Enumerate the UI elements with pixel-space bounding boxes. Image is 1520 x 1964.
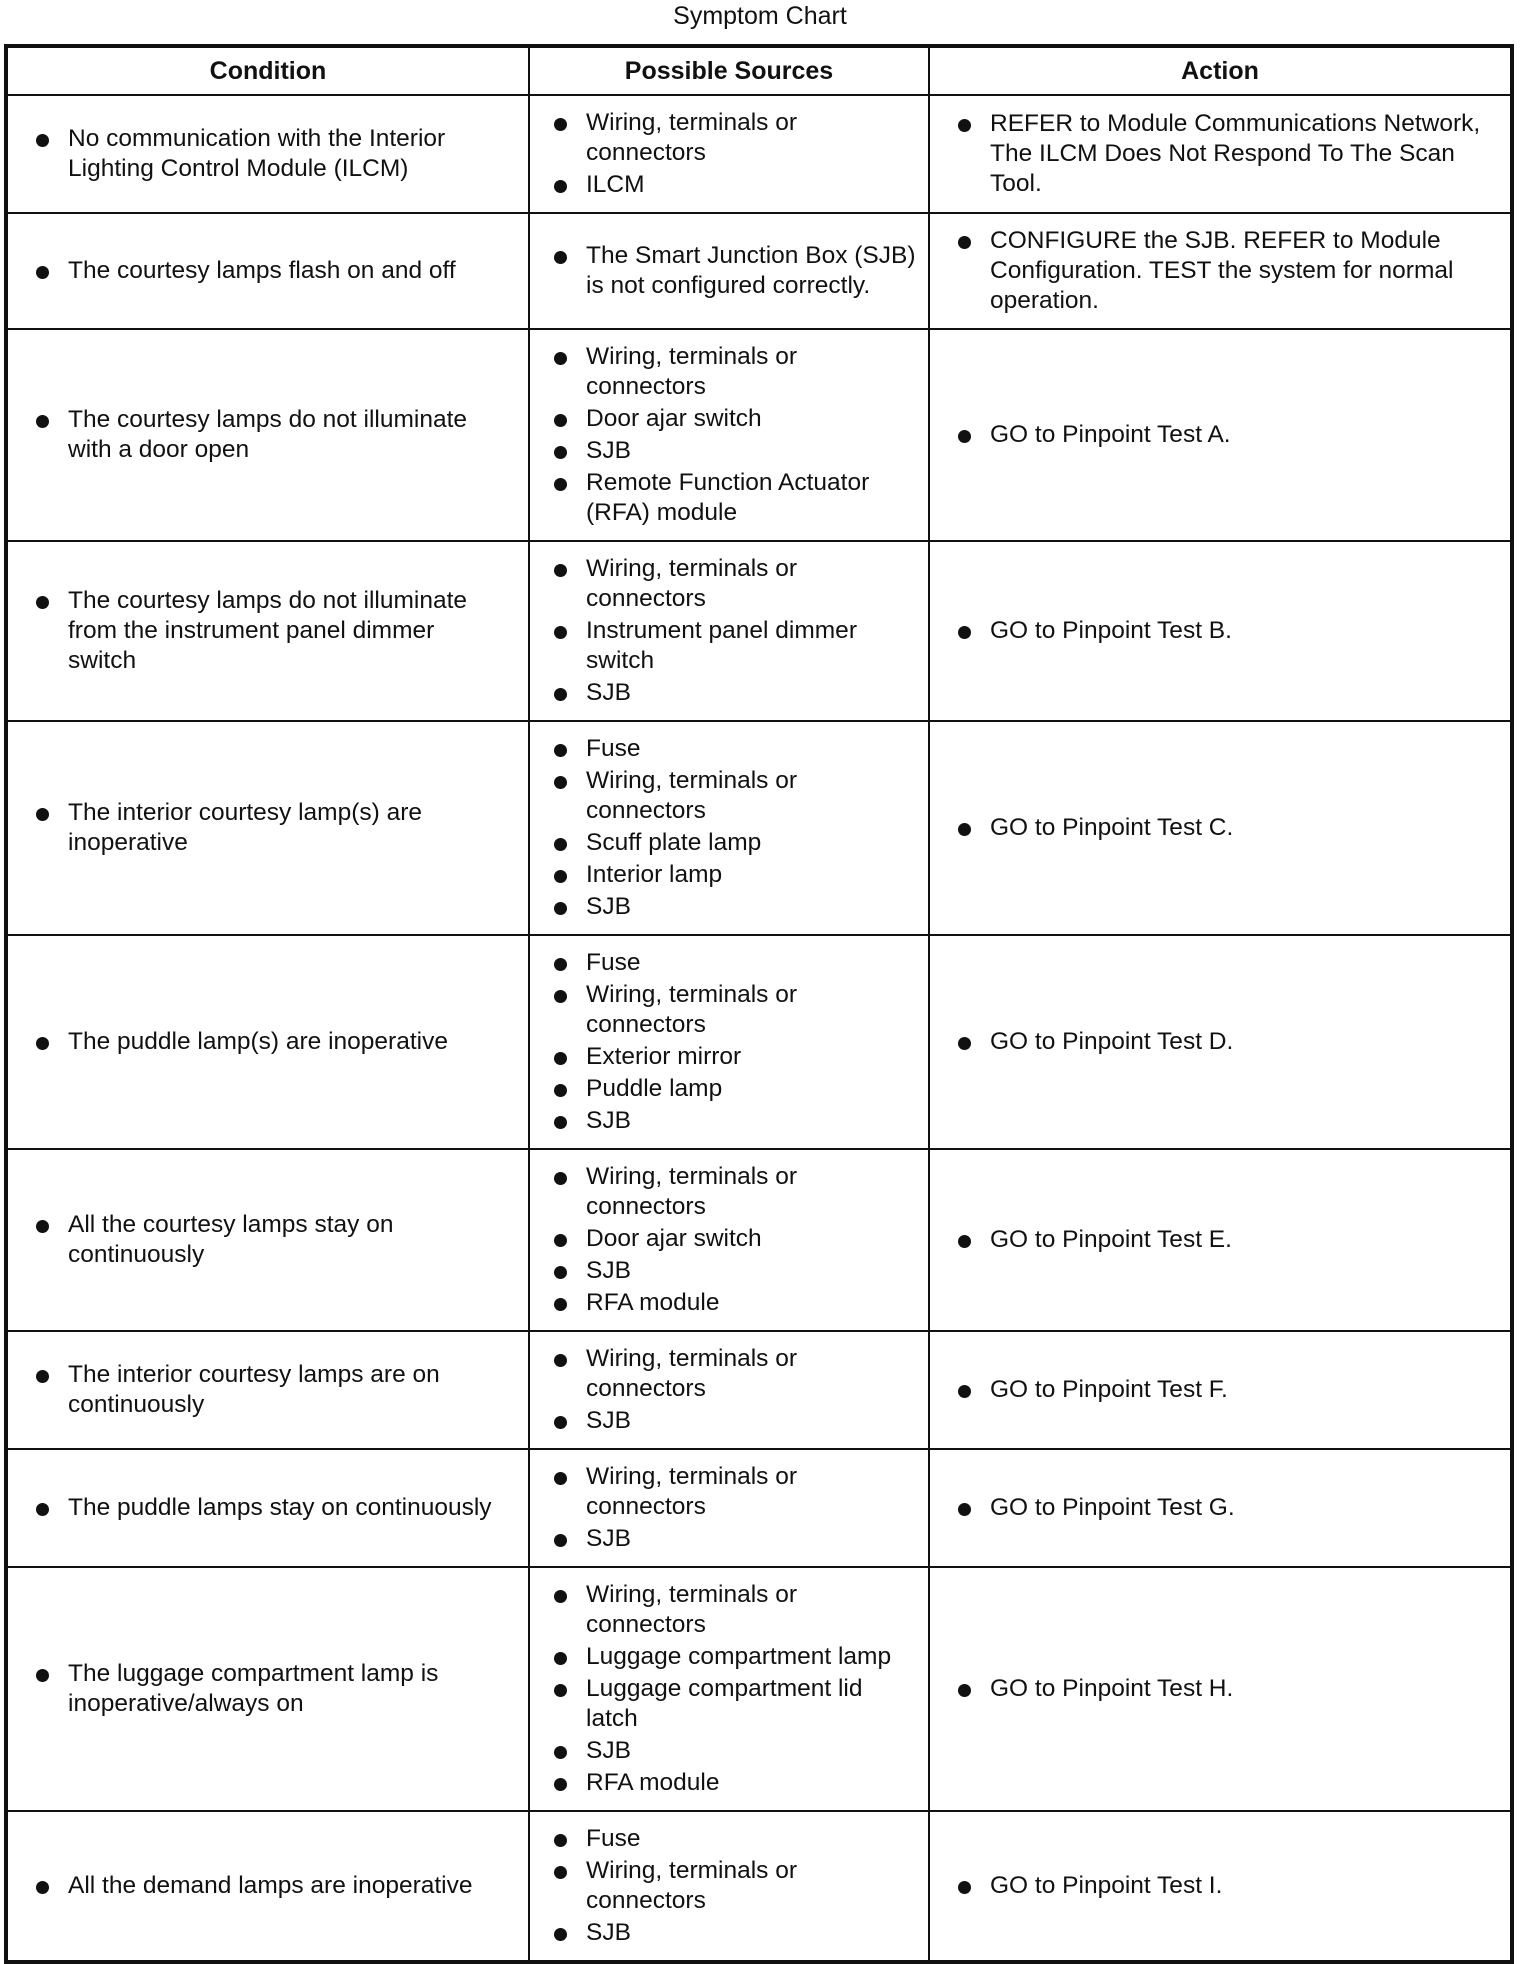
condition-text: All the courtesy lamps stay on continuously <box>36 1210 508 1270</box>
possible-source-item: Scuff plate lamp <box>554 828 920 858</box>
symptom-chart-table <box>4 44 1514 1964</box>
possible-source-item: ILCM <box>554 170 920 200</box>
action-cell <box>929 329 1512 541</box>
table-row <box>6 1449 1512 1567</box>
action-list <box>930 801 1510 855</box>
possible-source-item: Wiring, terminals or connectors <box>554 1580 920 1640</box>
possible-source-item: SJB <box>554 1256 920 1286</box>
condition-text: The courtesy lamps do not illuminate with a door open <box>36 405 508 465</box>
possible-sources-cell <box>529 1811 929 1962</box>
action-list <box>930 1213 1510 1267</box>
possible-sources-cell <box>529 95 929 213</box>
possible-sources-cell <box>529 1449 929 1567</box>
action-text: GO to Pinpoint Test I. <box>958 1871 1490 1901</box>
action-cell <box>929 935 1512 1149</box>
possible-source-item: The Smart Junction Box (SJB) is not configured correctly. <box>554 241 920 301</box>
possible-source-item: SJB <box>554 1524 920 1554</box>
possible-source-item: Exterior mirror <box>554 1042 920 1072</box>
action-list <box>930 97 1510 211</box>
table-row <box>6 1567 1512 1811</box>
action-list <box>930 1662 1510 1716</box>
possible-sources-cell <box>529 1149 929 1331</box>
possible-source-item: SJB <box>554 678 920 708</box>
condition-cell <box>6 1567 529 1811</box>
table-row <box>6 721 1512 935</box>
action-cell <box>929 1449 1512 1567</box>
possible-sources-cell <box>529 1567 929 1811</box>
condition-cell <box>6 95 529 213</box>
possible-source-item: RFA module <box>554 1288 920 1318</box>
action-text: GO to Pinpoint Test D. <box>958 1027 1490 1057</box>
table-body <box>6 95 1512 1962</box>
possible-source-item: Remote Function Actuator (RFA) module <box>554 468 920 528</box>
possible-source-item: Fuse <box>554 734 920 764</box>
action-cell <box>929 541 1512 721</box>
condition-list <box>8 1198 528 1282</box>
possible-sources-cell <box>529 329 929 541</box>
possible-source-item: Interior lamp <box>554 860 920 890</box>
table-row <box>6 213 1512 329</box>
possible-source-item: SJB <box>554 1736 920 1766</box>
condition-text: The interior courtesy lamps are on continuously <box>36 1360 508 1420</box>
possible-source-item: Luggage compartment lamp <box>554 1642 920 1672</box>
possible-source-item: Door ajar switch <box>554 404 920 434</box>
possible-sources-list <box>530 229 928 313</box>
header-row <box>6 46 1512 95</box>
condition-list <box>8 786 528 870</box>
action-text: GO to Pinpoint Test H. <box>958 1674 1490 1704</box>
possible-source-item: SJB <box>554 1406 920 1436</box>
possible-sources-list <box>530 96 928 212</box>
possible-source-item: Instrument panel dimmer switch <box>554 616 920 676</box>
possible-source-item: SJB <box>554 1918 920 1948</box>
action-cell <box>929 1331 1512 1449</box>
condition-text: All the demand lamps are inoperative <box>36 1871 508 1901</box>
action-list <box>930 1363 1510 1417</box>
condition-list <box>8 1348 528 1432</box>
action-text: REFER to Module Communications Network, The ILCM Does Not Respond To The Scan Tool. <box>958 109 1490 199</box>
action-list <box>930 1015 1510 1069</box>
table-row <box>6 541 1512 721</box>
condition-cell <box>6 541 529 721</box>
possible-source-item: Door ajar switch <box>554 1224 920 1254</box>
possible-sources-list <box>530 722 928 934</box>
column-header-possible-sources: Possible Sources <box>529 46 929 95</box>
action-text: GO to Pinpoint Test G. <box>958 1493 1490 1523</box>
possible-source-item: Wiring, terminals or connectors <box>554 1462 920 1522</box>
action-cell <box>929 95 1512 213</box>
condition-list <box>8 1859 528 1913</box>
possible-sources-list <box>530 936 928 1148</box>
condition-text: The puddle lamps stay on continuously <box>36 1493 508 1523</box>
possible-sources-cell <box>529 541 929 721</box>
possible-sources-list <box>530 1450 928 1566</box>
table-row <box>6 935 1512 1149</box>
condition-cell <box>6 1331 529 1449</box>
condition-list <box>8 574 528 688</box>
action-cell <box>929 1567 1512 1811</box>
condition-text: The luggage compartment lamp is inoperative/always on <box>36 1659 508 1719</box>
action-cell <box>929 213 1512 329</box>
table-row <box>6 1149 1512 1331</box>
condition-cell <box>6 721 529 935</box>
condition-text: No communication with the Interior Lighting Control Module (ILCM) <box>36 124 508 184</box>
condition-list <box>8 244 528 298</box>
possible-source-item: RFA module <box>554 1768 920 1798</box>
column-header-condition: Condition <box>6 46 529 95</box>
possible-sources-cell <box>529 935 929 1149</box>
action-list <box>930 1481 1510 1535</box>
condition-text: The puddle lamp(s) are inoperative <box>36 1027 508 1057</box>
possible-source-item: Wiring, terminals or connectors <box>554 342 920 402</box>
condition-cell <box>6 329 529 541</box>
possible-source-item: Puddle lamp <box>554 1074 920 1104</box>
action-text: GO to Pinpoint Test A. <box>958 420 1490 450</box>
possible-source-item: Wiring, terminals or connectors <box>554 1856 920 1916</box>
condition-list <box>8 1015 528 1069</box>
condition-list <box>8 112 528 196</box>
possible-source-item: Wiring, terminals or connectors <box>554 554 920 614</box>
possible-sources-list <box>530 1332 928 1448</box>
possible-source-item: Wiring, terminals or connectors <box>554 108 920 168</box>
table-row <box>6 329 1512 541</box>
possible-sources-cell <box>529 1331 929 1449</box>
possible-source-item: Wiring, terminals or connectors <box>554 1162 920 1222</box>
condition-text: The courtesy lamps flash on and off <box>36 256 508 286</box>
condition-cell <box>6 1149 529 1331</box>
action-cell <box>929 1811 1512 1962</box>
condition-cell <box>6 1811 529 1962</box>
possible-source-item: Wiring, terminals or connectors <box>554 1344 920 1404</box>
action-text: CONFIGURE the SJB. REFER to Module Configuration. TEST the system for normal operation. <box>958 226 1490 316</box>
possible-source-item: Wiring, terminals or connectors <box>554 766 920 826</box>
condition-cell <box>6 1449 529 1567</box>
possible-source-item: SJB <box>554 1106 920 1136</box>
possible-source-item: Fuse <box>554 1824 920 1854</box>
possible-sources-cell <box>529 721 929 935</box>
chart-caption: Symptom Chart <box>673 2 847 30</box>
action-cell <box>929 1149 1512 1331</box>
column-header-action: Action <box>929 46 1512 95</box>
action-list <box>930 604 1510 658</box>
table-row <box>6 1811 1512 1962</box>
condition-text: The courtesy lamps do not illuminate from the instrument panel dimmer switch <box>36 586 508 676</box>
action-text: GO to Pinpoint Test F. <box>958 1375 1490 1405</box>
possible-source-item: Luggage compartment lid latch <box>554 1674 920 1734</box>
action-text: GO to Pinpoint Test C. <box>958 813 1490 843</box>
possible-source-item: Wiring, terminals or connectors <box>554 980 920 1040</box>
action-text: GO to Pinpoint Test E. <box>958 1225 1490 1255</box>
possible-sources-list <box>530 330 928 540</box>
possible-sources-cell <box>529 213 929 329</box>
table-row <box>6 95 1512 213</box>
condition-cell <box>6 935 529 1149</box>
possible-source-item: SJB <box>554 436 920 466</box>
condition-text: The interior courtesy lamp(s) are inoperative <box>36 798 508 858</box>
possible-source-item: Fuse <box>554 948 920 978</box>
possible-source-item: SJB <box>554 892 920 922</box>
action-list <box>930 408 1510 462</box>
action-text: GO to Pinpoint Test B. <box>958 616 1490 646</box>
condition-list <box>8 1481 528 1535</box>
possible-sources-list <box>530 1568 928 1810</box>
condition-list <box>8 1647 528 1731</box>
action-list <box>930 214 1510 328</box>
condition-list <box>8 393 528 477</box>
action-cell <box>929 721 1512 935</box>
possible-sources-list <box>530 1812 928 1960</box>
condition-cell <box>6 213 529 329</box>
possible-sources-list <box>530 1150 928 1330</box>
action-list <box>930 1859 1510 1913</box>
possible-sources-list <box>530 542 928 720</box>
table-row <box>6 1331 1512 1449</box>
